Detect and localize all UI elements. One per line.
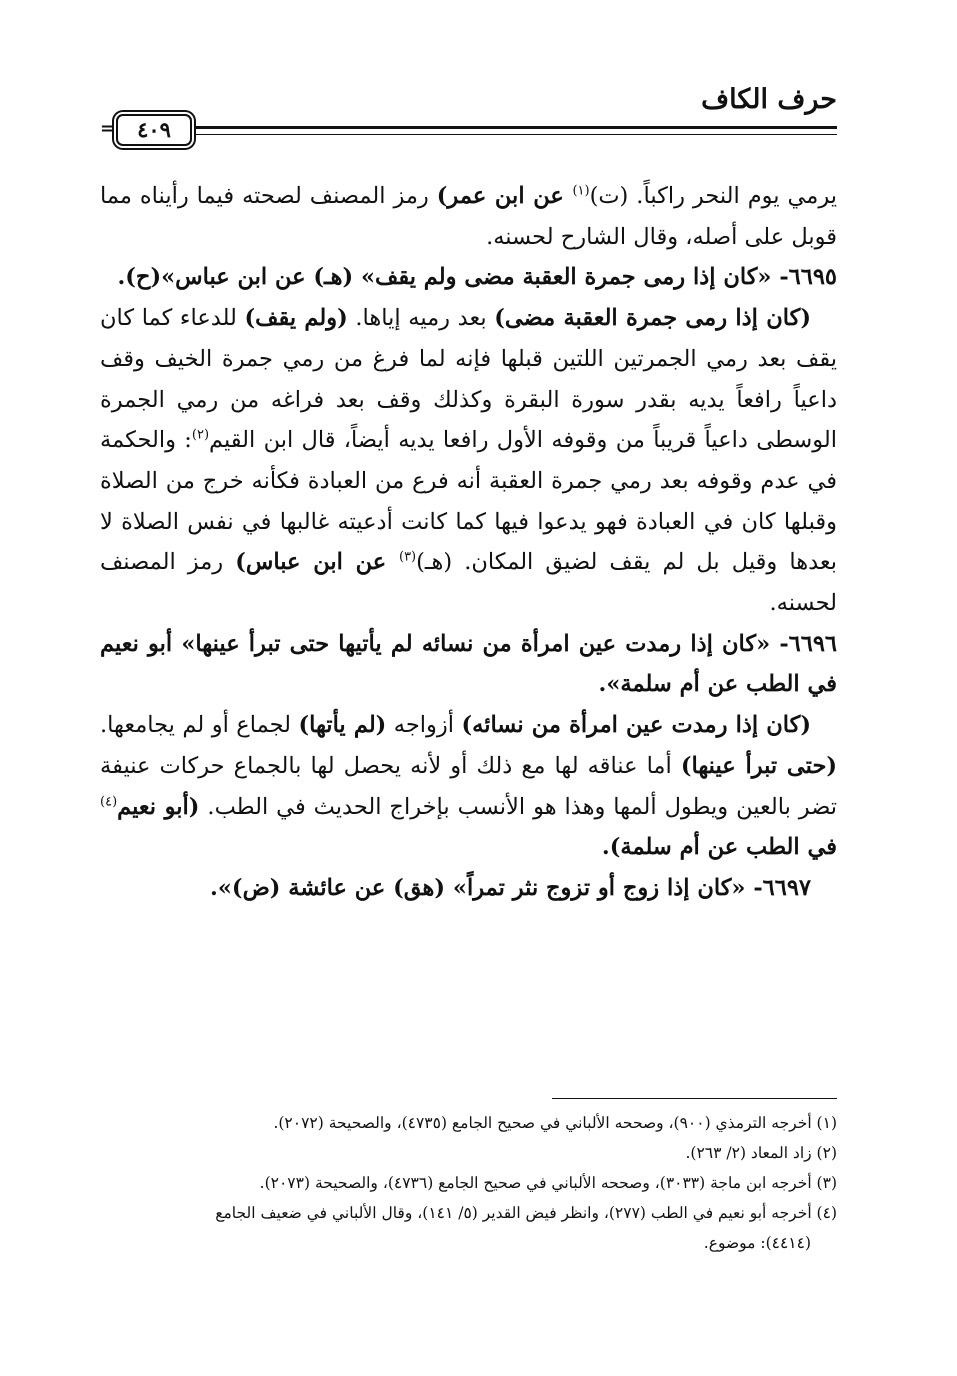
bold-text: (أبو نعيم [117,793,200,820]
main-text [100,176,837,909]
text-run: رمز المصنف لصحته فيما رأيناه مما قوبل على أصله، وقال الشارح لحسنه. [100,183,837,250]
page-number: ٤٠٩ [116,114,192,146]
footnote-1: (١) أخرجه الترمذي (٩٠٠)، وصححه الألباني في صحيح الجامع (٤٧٣٥)، والصحيحة (٢٠٧٢). [273,1114,837,1132]
bold-text: (ولم يقف) [244,305,348,332]
rule-mark: = [100,118,116,139]
header-double-line [192,126,837,135]
paragraph-p4 [100,624,837,705]
bold-text: ٦٦٩٦- «كان إذا رمدت عين امرأة من نسائه لم يأتيها حتى تبرأ عينها» أبو نعيم في الطب عن أم سلمة». [100,630,837,698]
bold-text: عن ابن عباس) [235,549,399,576]
footnote-separator [552,1098,837,1099]
footnote-4-continuation: (٤٤١٤): موضوع. [703,1234,811,1252]
footnote-ref: (١) [572,183,590,199]
text-run: أزواجه [386,712,462,739]
bold-text: في الطب عن أم سلمة). [601,834,837,861]
header-rule [100,117,837,148]
chapter-title: حرف الكاف [701,84,837,115]
footnotes [100,1108,837,1258]
text-run: بعد رميه إياها. [347,305,495,332]
bold-text: ٦٦٩٥- «كان إذا رمى جمرة العقبة مضى ولم يقف» (هـ) عن ابن عباس»(ح). [117,264,837,291]
bold-text: ٦٦٩٧- «كان إذا زوج أو تزوج نثر تمراً» (هق) عن عائشة (ض)». [210,874,811,901]
paragraph-p6 [100,868,837,909]
text-run: أما عناقه لها مع ذلك أو لأنه يحصل لها بالجماع حركات عنيفة تضر بالعين ويطول ألمها وهذا هو الأنسب بإخراج الحديث في الطب. [100,752,837,820]
text-run: للدعاء كما كان يقف بعد رمي الجمرتين اللتين قبلها فإنه لما فرغ من رمي جمرة الخيف وقف داعياً رافعاً يديه بقدر سورة البقرة وكذلك وقف بعد فراغه من رمي الجمرة الوسطى داعياً قريباً من وقوفه الأول رافعا يديه أيضاً، قال ابن القيم [100,305,837,454]
bold-text: (حتى تبرأ عينها) [680,752,838,779]
paragraph-p3 [100,298,837,624]
bold-text: (لم يأتها) [298,712,387,739]
text-run: : والحكمة في عدم وقوفه بعد رمي جمرة العقبة أنه فرع من العبادة فكأنه خرج من الصلاة وقبلها كان في العبادة فهو يدعوا فيها كما كانت أدعيته غالبها في نفس الصلاة لا بعدها وقيل بل لم يقف لضيق المكان. (هـ) [100,427,837,576]
text-run: يرمي يوم النحر راكباً. (ت) [589,183,837,209]
paragraph-p1 [100,176,837,257]
footnote-3: (٣) أخرجه ابن ماجة (٣٠٣٣)، وصححه الألباني في صحيح الجامع (٤٧٣٦)، والصحيحة (٢٠٧٣). [259,1174,837,1192]
footnote-4: (٤) أخرجه أبو نعيم في الطب (٢٧٧)، وانظر فيض القدير (٥/ ١٤١)، وقال الألباني في ضعيف الجامع [215,1204,837,1222]
text-run: لجماع أو لم يجامعها. [100,712,299,739]
bold-text: عن ابن عمر) [436,183,573,209]
bold-text: (كان إذا رمى جمرة العقبة مضى) [494,305,811,332]
bold-text: (كان إذا رمدت عين امرأة من نسائه) [461,712,812,739]
footnote-ref: (٤) [100,794,118,810]
paragraph-p2 [100,257,837,298]
footnote-2: (٢) زاد المعاد (٢/ ٢٦٣). [685,1144,837,1162]
text-run: رمز المصنف لحسنه. [100,549,837,617]
footnote-ref: (٣) [398,549,417,565]
footnote-ref: (٢) [191,427,210,443]
paragraph-p5 [100,705,837,868]
